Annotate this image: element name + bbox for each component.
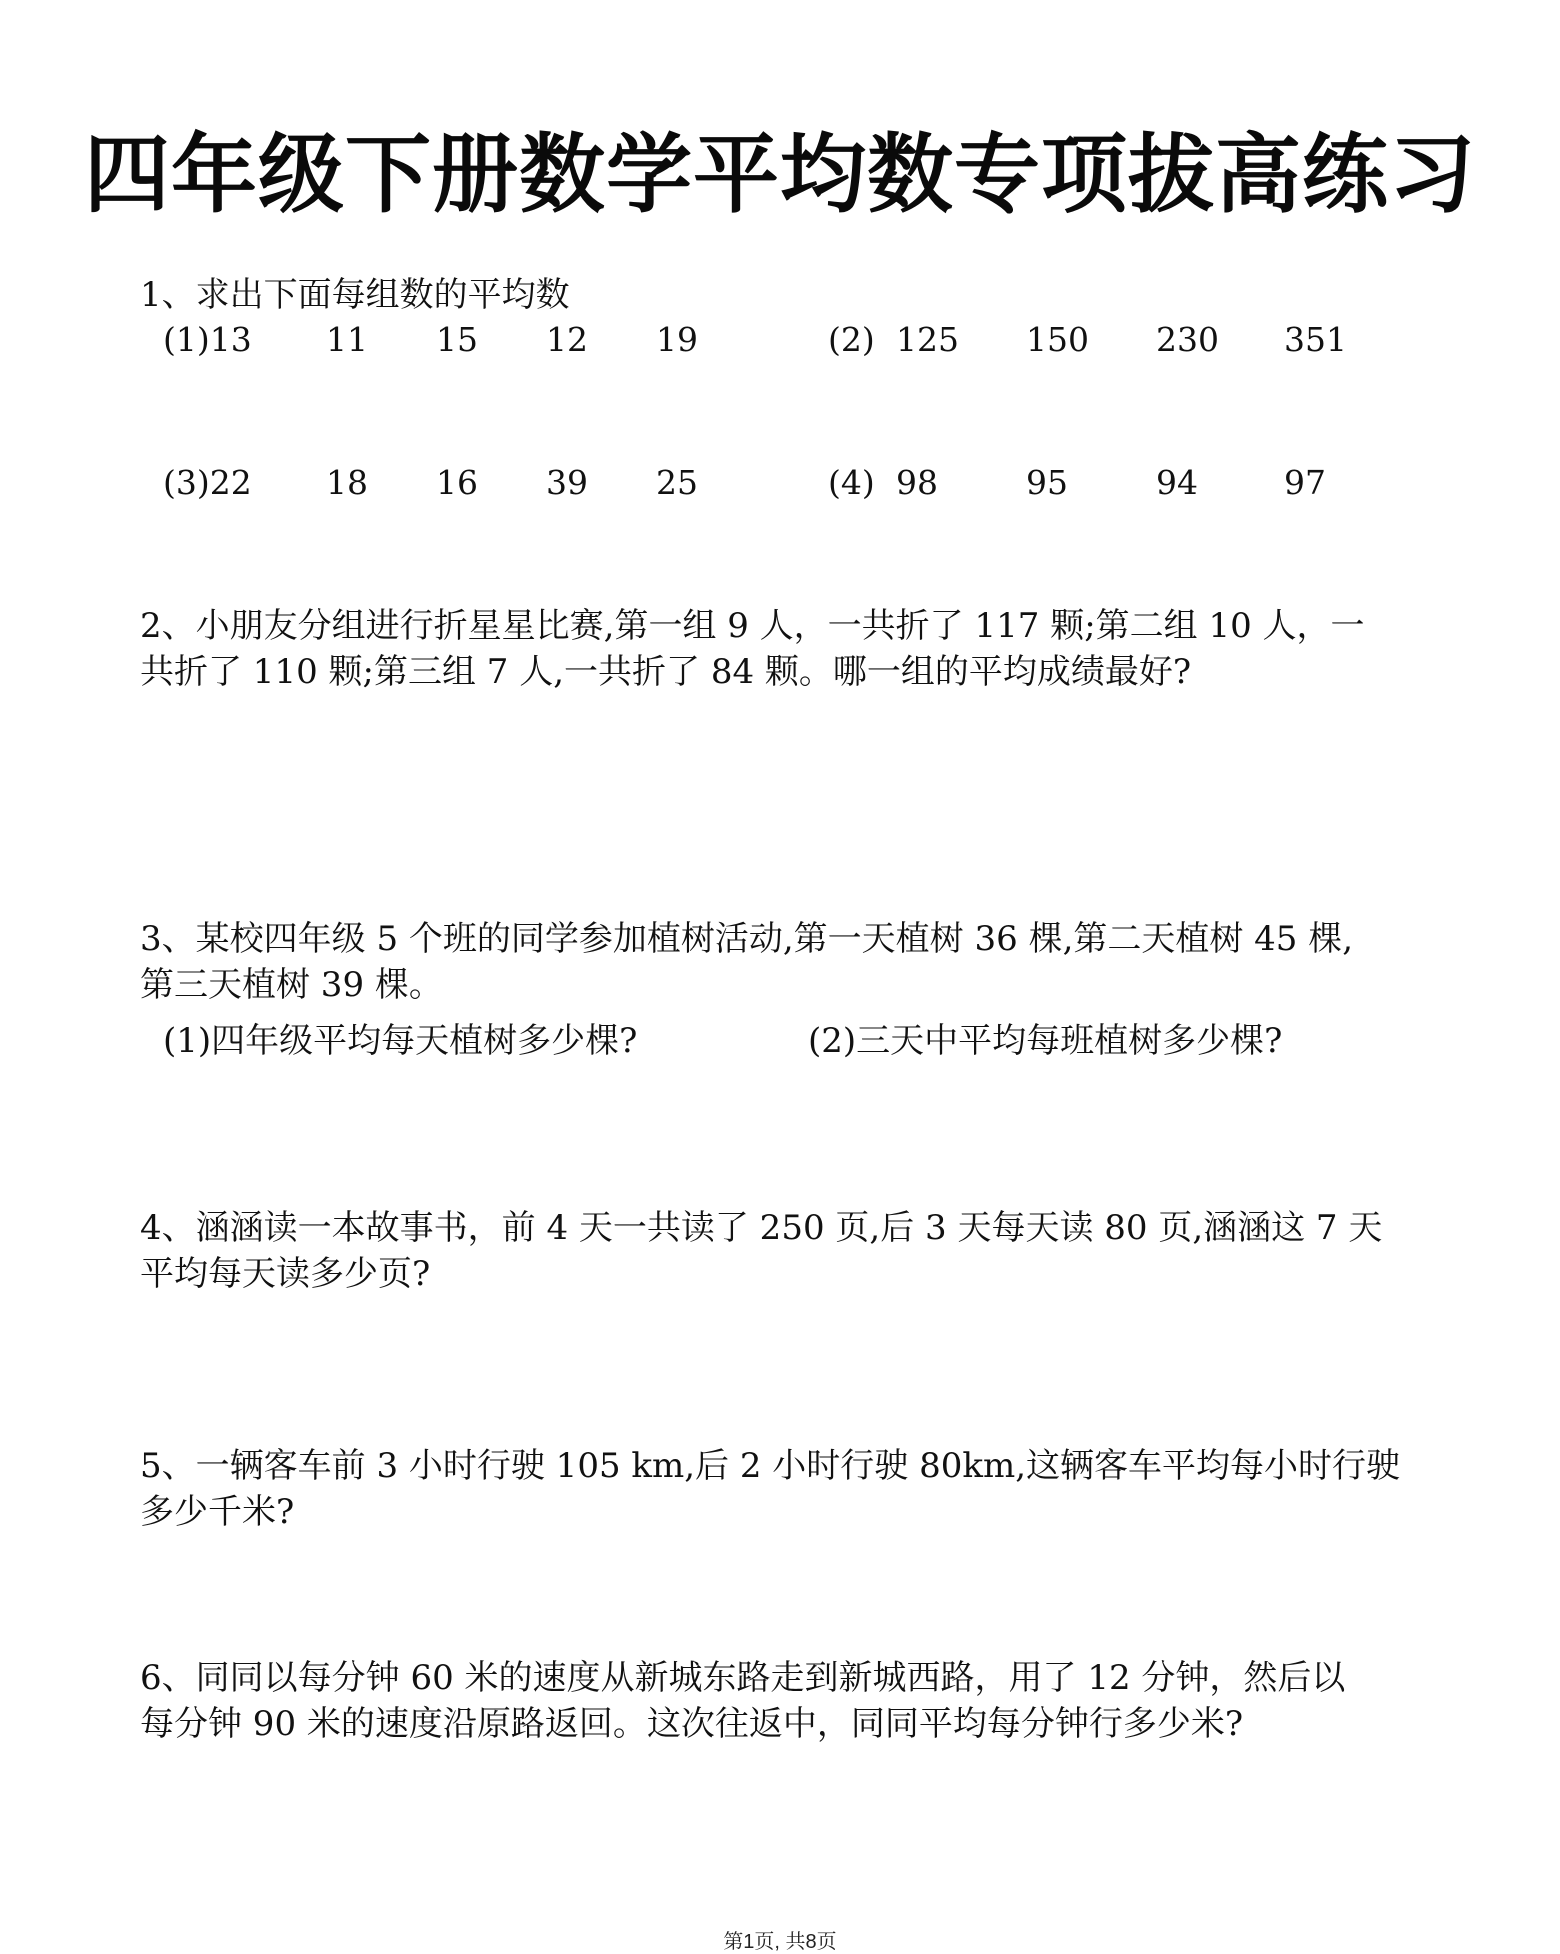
- question-6-line: 6、同同以每分钟 60 米的速度从新城东路走到新城西路，用了 12 分钟，然后以: [140, 1658, 1346, 1698]
- question-6: [140, 1655, 1430, 1747]
- question-2-line: 2、小朋友分组进行折星星比赛,第一组 9 人，一共折了 117 颗;第二组 10 人，一: [140, 606, 1365, 646]
- question-3-sub-2: (2)三天中平均每班植树多少棵?: [808, 1021, 1283, 1061]
- group-3-value: 16: [436, 463, 478, 502]
- question-5-line: 多少千米?: [140, 1492, 295, 1532]
- group-3-label: (3)22: [163, 463, 252, 502]
- number-group-row-1: [163, 320, 1393, 360]
- group-4-value: 98: [896, 463, 938, 502]
- group-3-value: 18: [326, 463, 368, 502]
- group-4-label: (4): [828, 463, 875, 502]
- question-2-line: 共折了 110 颗;第三组 7 人,一共折了 84 颗。哪一组的平均成绩最好?: [140, 652, 1192, 692]
- group-1-value: 19: [656, 320, 698, 359]
- group-2-value: 150: [1026, 320, 1089, 359]
- question-3-line: 第三天植树 39 棵。: [140, 965, 443, 1005]
- question-4-line: 平均每天读多少页?: [140, 1254, 431, 1294]
- question-1-heading: 1、求出下面每组数的平均数: [140, 275, 570, 315]
- question-1: [140, 272, 1430, 318]
- group-2-value: 125: [896, 320, 959, 359]
- question-5-line: 5、一辆客车前 3 小时行驶 105 km,后 2 小时行驶 80km,这辆客车平均每小时行驶: [140, 1446, 1401, 1486]
- group-4-value: 94: [1156, 463, 1198, 502]
- group-1-value: 11: [326, 320, 368, 359]
- number-group-row-2: [163, 463, 1393, 503]
- group-1-label: (1)13: [163, 320, 252, 359]
- question-3-line: 3、某校四年级 5 个班的同学参加植树活动,第一天植树 36 棵,第二天植树 45 棵,: [140, 919, 1354, 959]
- question-5: [140, 1443, 1430, 1535]
- question-4: [140, 1205, 1430, 1297]
- group-4-value: 97: [1284, 463, 1326, 502]
- group-4-value: 95: [1026, 463, 1068, 502]
- group-2-label: (2): [828, 320, 875, 359]
- question-2: [140, 603, 1430, 695]
- group-2-value: 230: [1156, 320, 1219, 359]
- group-3-value: 39: [546, 463, 588, 502]
- group-3-value: 25: [656, 463, 698, 502]
- group-1-value: 12: [546, 320, 588, 359]
- page-title: 四年级下册数学平均数专项拔高练习: [84, 125, 1476, 225]
- group-1-value: 15: [436, 320, 478, 359]
- page-footer: 第1页, 共8页: [723, 1931, 837, 1953]
- question-4-line: 4、涵涵读一本故事书，前 4 天一共读了 250 页,后 3 天每天读 80 页,涵涵这 7 天: [140, 1208, 1383, 1248]
- group-2-value: 351: [1284, 320, 1347, 359]
- question-3: [140, 916, 1430, 1008]
- question-3-sub-1: (1)四年级平均每天植树多少棵?: [163, 1021, 638, 1061]
- question-6-line: 每分钟 90 米的速度沿原路返回。这次往返中，同同平均每分钟行多少米?: [140, 1704, 1244, 1744]
